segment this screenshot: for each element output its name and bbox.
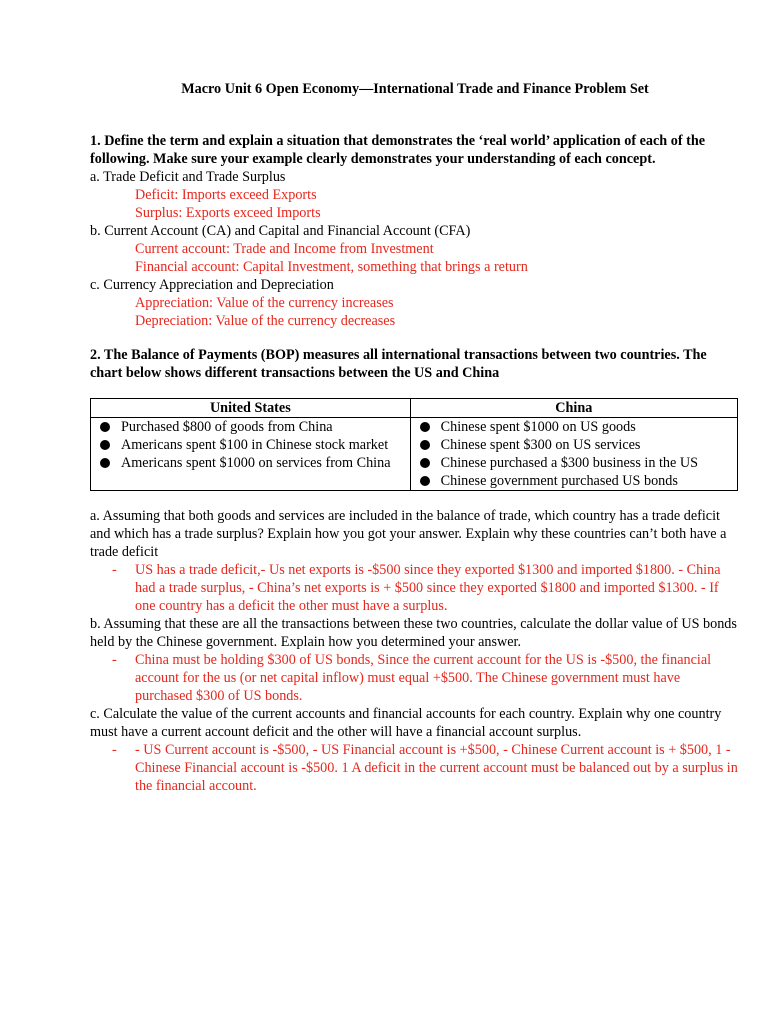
q1b-answer-2: Financial account: Capital Investment, something that brings a return [135, 259, 528, 275]
bullet-icon [100, 440, 110, 450]
bullet-icon [420, 476, 430, 486]
q2a-answer [90, 561, 740, 615]
q1a-prompt: a. Trade Deficit and Trade Surplus [90, 169, 286, 185]
q1b-answer-1: Current account: Trade and Income from Investment [135, 241, 434, 257]
q1a-answer-1: Deficit: Imports exceed Exports [135, 187, 317, 203]
table-header-china: China [410, 399, 737, 418]
china-transactions-list [413, 418, 735, 490]
q2c-prompt: c. Calculate the value of the current accounts and financial accounts for each country. Explain why one country must have a current account deficit and the other will have a financial account surplus. [90, 706, 722, 740]
china-transactions-cell [410, 418, 737, 491]
us-transactions-list [93, 418, 408, 472]
list-item: Americans spent $100 in Chinese stock market [93, 436, 408, 454]
bullet-icon [420, 440, 430, 450]
question-1-heading: 1. Define the term and explain a situation that demonstrates the ‘real world’ application of each of the following. Make sure your example clearly demonstrates your understanding of each concept. [90, 133, 706, 167]
document-title: Macro Unit 6 Open Economy—International Trade and Finance Problem Set [181, 81, 649, 97]
q1a-answer-2: Surplus: Exports exceed Imports [135, 205, 321, 221]
q1b-prompt: b. Current Account (CA) and Capital and Financial Account (CFA) [90, 223, 471, 239]
q1c-answer-1: Appreciation: Value of the currency increases [135, 295, 394, 311]
dash-marker: - [112, 652, 117, 668]
bullet-icon [100, 458, 110, 468]
bullet-icon [100, 422, 110, 432]
table-header-united-states: United States [91, 399, 411, 418]
us-transactions-cell [91, 418, 411, 491]
table-header-row [91, 399, 738, 418]
q1c-prompt: c. Currency Appreciation and Depreciation [90, 277, 334, 293]
bullet-icon [420, 422, 430, 432]
table-row [91, 418, 738, 491]
q2b-answer [90, 651, 740, 705]
list-item: Purchased $800 of goods from China [93, 418, 408, 436]
q1c-answer-2: Depreciation: Value of the currency decreases [135, 313, 396, 329]
list-item: Chinese purchased a $300 business in the US [413, 454, 735, 472]
q2c-answer [90, 741, 740, 795]
list-item: Chinese spent $300 on US services [413, 436, 735, 454]
list-item: Chinese spent $1000 on US goods [413, 418, 735, 436]
bullet-icon [420, 458, 430, 468]
q2c-answer-text: - US Current account is -$500, - US Financial account is +$500, - Chinese Current account is + $500, 1 - Chinese Financial account is -$500. 1 A deficit in the current account must be balanced out by a surplus in the financial account. [135, 742, 738, 794]
q2b-prompt: b. Assuming that these are all the transactions between these two countries, calculate the dollar value of US bonds held by the Chinese government. Explain how you determined your answer. [90, 616, 737, 650]
list-item: Chinese government purchased US bonds [413, 472, 735, 490]
dash-marker: - [112, 742, 117, 758]
dash-marker: - [112, 562, 117, 578]
document-page [90, 80, 740, 795]
question-2-heading: 2. The Balance of Payments (BOP) measures all international transactions between two countries. The chart below shows different transactions between the US and China [90, 347, 707, 381]
list-item: Americans spent $1000 on services from China [93, 454, 408, 472]
q2a-prompt: a. Assuming that both goods and services are included in the balance of trade, which country has a trade deficit and which has a trade surplus? Explain how you got your answer. Explain why these countries can’t both have a trade deficit [90, 508, 727, 560]
q2b-answer-text: China must be holding $300 of US bonds, Since the current account for the US is -$500, the financial account for the us (or net capital inflow) must equal +$500. The Chinese government must have purchased $300 of US bonds. [135, 652, 712, 704]
spacer [90, 330, 740, 346]
transactions-table [90, 398, 738, 491]
q2a-answer-text: US has a trade deficit,- Us net exports is -$500 since they exported $1300 and imported $1800. - China had a trade surplus, - China’s net exports is + $500 since they exported $1800 and imported $1300. - If one country has a deficit the other must have a surplus. [135, 562, 721, 614]
